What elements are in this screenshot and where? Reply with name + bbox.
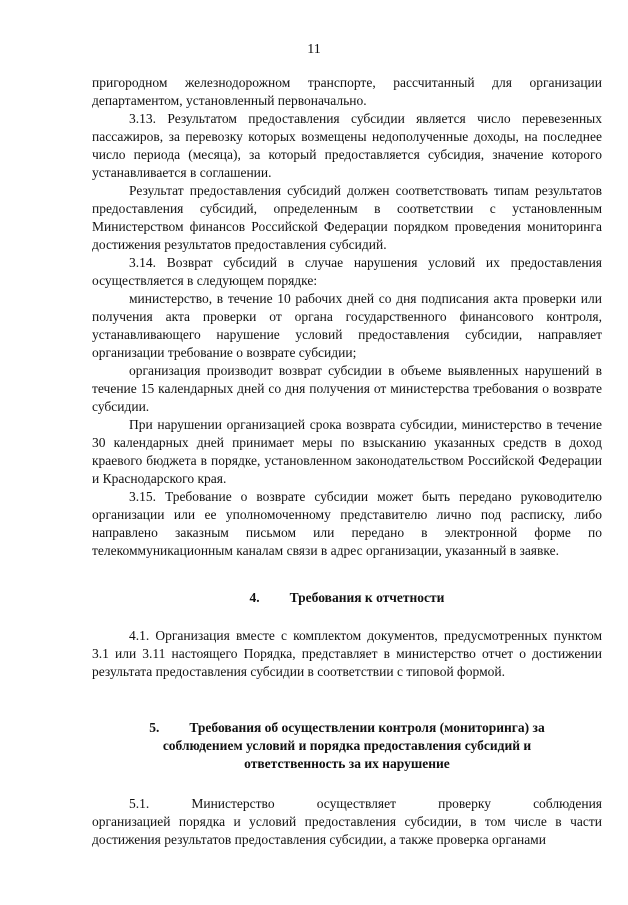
section-5-number: 5. bbox=[149, 720, 160, 735]
section-5-title-line-1: Требования об осуществлении контроля (мониторинга) за bbox=[189, 720, 545, 735]
section-5-title-line-3: ответственность за их нарушение bbox=[244, 756, 450, 771]
section-5-heading bbox=[92, 719, 602, 773]
section-4-title: Требования к отчетности bbox=[289, 590, 445, 605]
section-3-paragraph: пригородном железнодорожном транспорте, рассчитанный для организации департаментом, установленный первоначально. bbox=[92, 75, 602, 108]
section-4-paragraph: 4.1. Организация вместе с комплектом документов, предусмотренных пунктом 3.1 или 3.11 настоящего Порядка, представляет в министерство отчет о достижении результата предоставления субсидии в соответствии с типовой формой. bbox=[92, 628, 602, 679]
page-number: 11 bbox=[307, 42, 321, 57]
paragraph-5-1-first-line: 5.1. Министерство осуществляет проверку соблюдения bbox=[129, 796, 602, 811]
section-3-paragraph: 3.13. Результатом предоставления субсидии является число перевезенных пассажиров, за перевозку которых возмещены недополученные доходы, на последнее число периода (месяца), за который предоставляется субсидия, значение которого устанавливается в соглашении. bbox=[92, 111, 602, 180]
section-4-number: 4. bbox=[249, 590, 260, 605]
paragraph-5-1-continuation: организацией порядка и условий предоставления субсидии, в том числе в части достижения результатов предоставления субсидии, а также проверка органами bbox=[92, 814, 602, 847]
section-3-continuation bbox=[92, 74, 602, 560]
section-3-paragraph: министерство, в течение 10 рабочих дней со дня подписания акта проверки или получения акта проверки от органа государственного финансового контроля, устанавливающего нарушение условий предоставления субсидии, направляет организации требование о возврате субсидии; bbox=[92, 291, 602, 360]
section-5-body bbox=[92, 795, 602, 849]
section-3-paragraph: 3.15. Требование о возврате субсидии может быть передано руководителю организации или ее уполномоченному представителю лично под расписку, либо направлено заказным письмом или передано в электронной форме по телекоммуникационным каналам связи в адрес организации, указанный в заявке. bbox=[92, 489, 602, 558]
section-3-paragraph: Результат предоставления субсидий должен соответствовать типам результатов предоставления субсидий, определенным в соответствии с установленным Министерством финансов Российской Федерации порядком проведения мониторинга достижения результатов предоставления субсидий. bbox=[92, 183, 602, 252]
section-5-title-line-2: соблюдением условий и порядка предоставления субсидий и bbox=[162, 738, 532, 753]
section-3-paragraph: 3.14. Возврат субсидий в случае нарушения условий их предоставления осуществляется в следующем порядке: bbox=[92, 255, 602, 288]
section-4-heading bbox=[92, 589, 602, 607]
section-4-body bbox=[92, 627, 602, 681]
document-body bbox=[92, 74, 602, 849]
section-3-paragraph: При нарушении организацией срока возврата субсидии, министерство в течение 30 календарных дней принимает меры по взысканию указанных средств в доход краевого бюджета в порядке, установленном законодательством Российской Федерации и Краснодарского края. bbox=[92, 417, 602, 486]
section-3-paragraph: организация производит возврат субсидии в объеме выявленных нарушений в течение 15 календарных дней со дня получения от министерства требования о возврате субсидии. bbox=[92, 363, 602, 414]
